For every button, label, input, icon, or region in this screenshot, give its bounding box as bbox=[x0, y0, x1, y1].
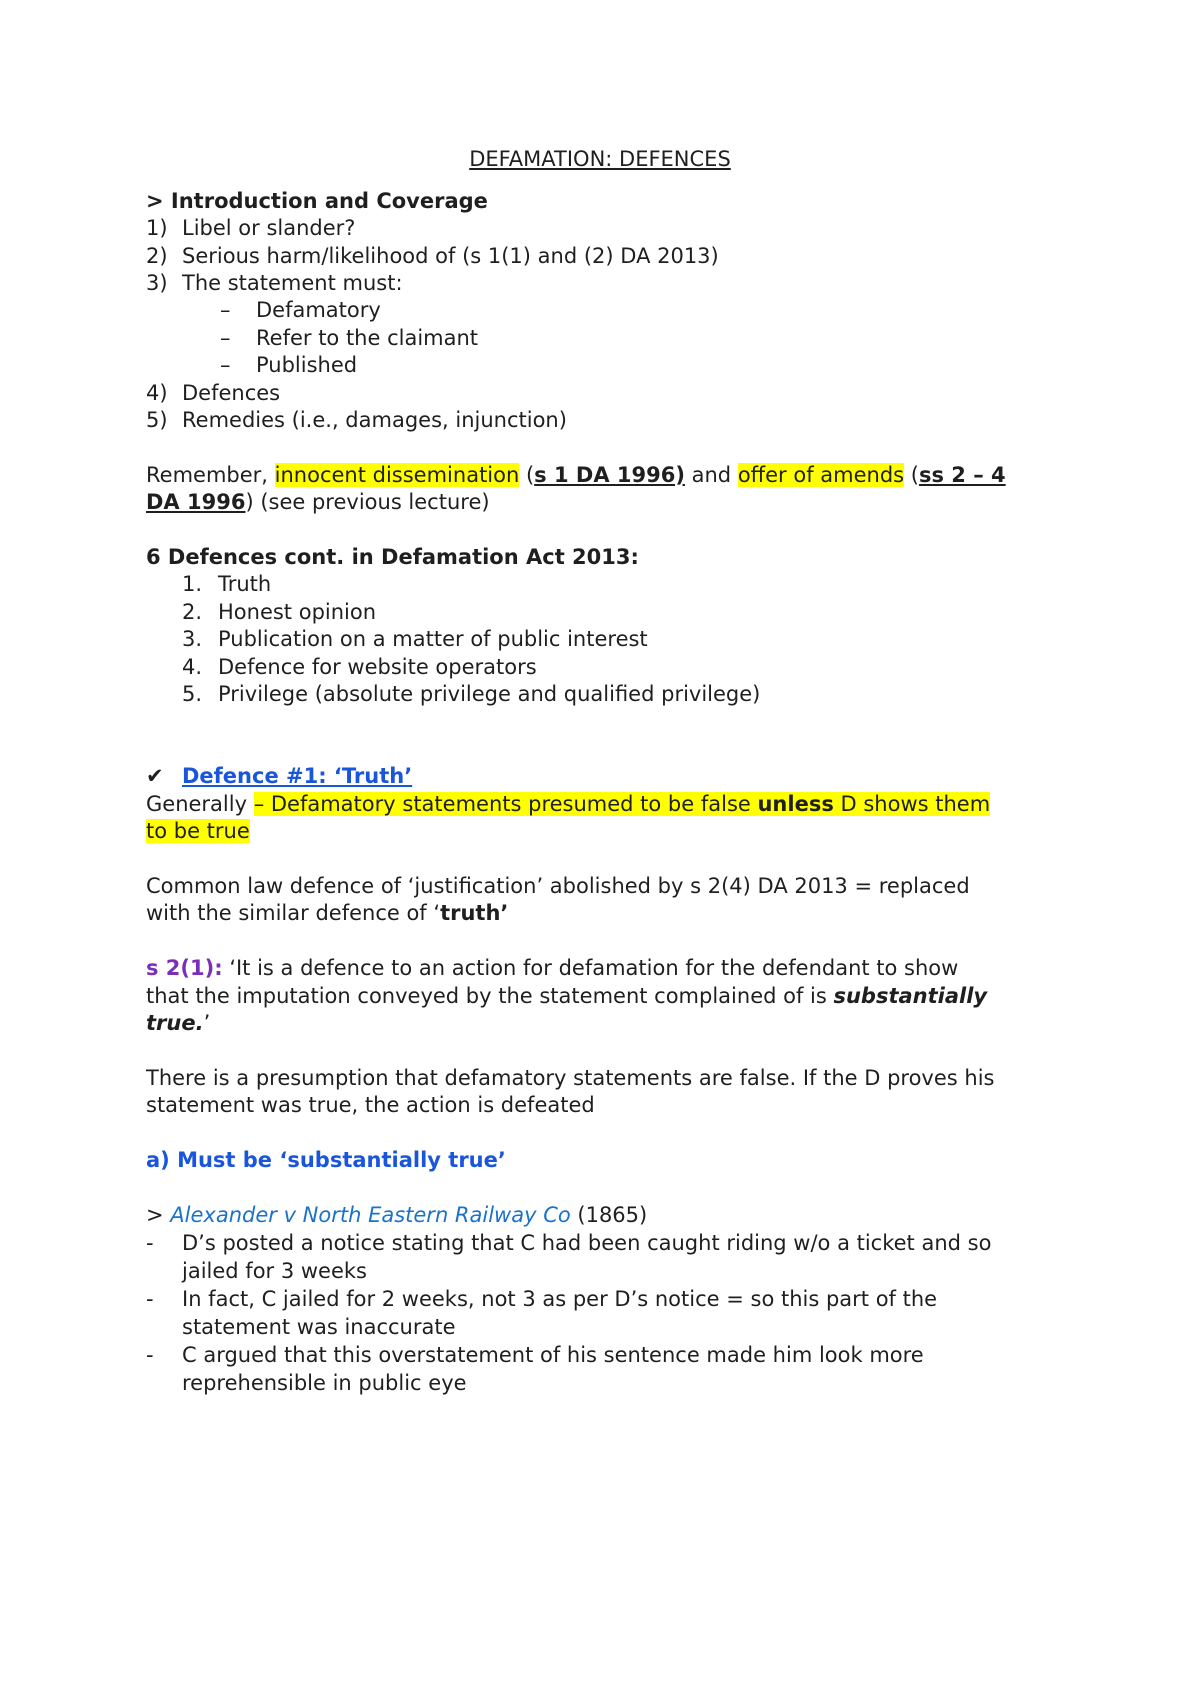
intro-subitem-3: – Published bbox=[220, 353, 358, 377]
s21-line-3: true.’ bbox=[146, 1011, 211, 1035]
s21-line-2: that the imputation conveyed by the statement complained of is substantially bbox=[146, 984, 988, 1008]
subheading-substantially-true: a) Must be ‘substantially true’ bbox=[146, 1148, 506, 1172]
case-bullet-2-line-2: statement was inaccurate bbox=[182, 1315, 456, 1339]
defences-list-heading: 6 Defences cont. in Defamation Act 2013: bbox=[146, 545, 639, 569]
defences-list-item-4: 4. Defence for website operators bbox=[182, 655, 537, 679]
presumption-line-1: There is a presumption that defamatory statements are false. If the D proves his bbox=[146, 1066, 995, 1090]
common-law-line-1: Common law defence of ‘justification’ abolished by s 2(4) DA 2013 = replaced bbox=[146, 874, 970, 898]
defences-list-item-5: 5. Privilege (absolute privilege and qualified privilege) bbox=[182, 682, 761, 706]
intro-heading: > Introduction and Coverage bbox=[146, 189, 488, 213]
bullet-mark: - bbox=[146, 1287, 154, 1311]
case-name: Alexander v North Eastern Railway Co bbox=[170, 1203, 571, 1227]
intro-item-3: 3) The statement must: bbox=[146, 271, 403, 295]
case-line: > Alexander v North Eastern Railway Co (1865) bbox=[146, 1203, 648, 1227]
defence1-heading-line bbox=[146, 761, 412, 791]
case-bullet-3-line-1: C argued that this overstatement of his sentence made him look more bbox=[182, 1343, 924, 1367]
bullet-mark: - bbox=[146, 1343, 154, 1367]
defences-list-item-3: 3. Publication on a matter of public interest bbox=[182, 627, 648, 651]
defences-list-item-1: 1. Truth bbox=[182, 572, 272, 596]
bullet-mark: - bbox=[146, 1231, 154, 1255]
intro-subitem-1: – Defamatory bbox=[220, 298, 381, 322]
intro-item-1: 1) Libel or slander? bbox=[146, 216, 356, 240]
remember-line-2: DA 1996) (see previous lecture) bbox=[146, 490, 490, 514]
defences-list-item-2: 2. Honest opinion bbox=[182, 600, 377, 624]
generally-line-2: to be true bbox=[146, 819, 250, 843]
case-bullet-1-line-2: jailed for 3 weeks bbox=[182, 1259, 368, 1283]
case-bullet-1-line-1: D’s posted a notice stating that C had been caught riding w/o a ticket and so bbox=[182, 1231, 992, 1255]
page-title: DEFAMATION: DEFENCES bbox=[469, 147, 731, 171]
highlight-offer-of-amends: offer of amends bbox=[737, 463, 905, 487]
presumption-line-2: statement was true, the action is defeated bbox=[146, 1093, 595, 1117]
highlight-generally: – Defamatory statements presumed to be false unless D shows them bbox=[253, 792, 991, 816]
case-bullet-2-line-1: In fact, C jailed for 2 weeks, not 3 as per D’s notice = so this part of the bbox=[182, 1287, 938, 1311]
intro-item-4: 4) Defences bbox=[146, 381, 281, 405]
common-law-line-2: with the similar defence of ‘truth’ bbox=[146, 901, 509, 925]
case-bullet-3-line-2: reprehensible in public eye bbox=[182, 1371, 467, 1395]
s21-label: s 2(1): bbox=[146, 956, 223, 980]
s21-line-1: s 2(1): ‘It is a defence to an action for defamation for the defendant to show bbox=[146, 956, 959, 980]
intro-item-2: 2) Serious harm/likelihood of (s 1(1) and (2) DA 2013) bbox=[146, 244, 719, 268]
intro-item-5: 5) Remedies (i.e., damages, injunction) bbox=[146, 408, 567, 432]
defence1-heading-link[interactable]: Defence #1: ‘Truth’ bbox=[182, 764, 413, 788]
highlight-innocent-dissemination: innocent dissemination bbox=[274, 463, 520, 487]
generally-line-1: Generally – Defamatory statements presumed to be false unless D shows them bbox=[146, 792, 991, 816]
checkmark-icon: ✔ bbox=[146, 764, 164, 788]
remember-line-1: Remember, innocent dissemination (s 1 DA 1996) and offer of amends (ss 2 – 4 bbox=[146, 463, 1006, 487]
intro-subitem-2: – Refer to the claimant bbox=[220, 326, 479, 350]
